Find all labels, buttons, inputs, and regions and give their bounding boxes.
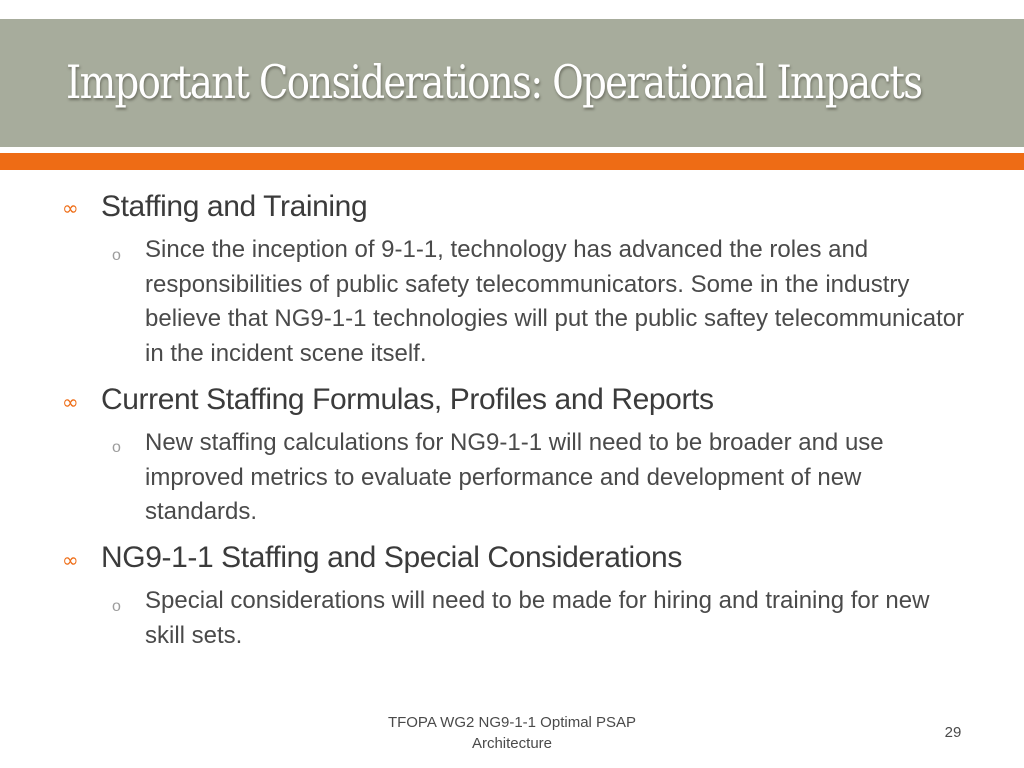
sub-bullet-text: Special considerations will need to be made for hiring and training for new skill sets. xyxy=(145,587,930,649)
infinity-bullet-icon: ∞ xyxy=(62,390,79,414)
slide-footer: TFOPA WG2 NG9-1-1 Optimal PSAP Architecture xyxy=(387,714,637,752)
section-heading: Staffing and Training xyxy=(101,190,368,223)
sub-bullet-text: Since the inception of 9-1-1, technology has advanced the roles and responsibilities of public safety telecommunicators. Some in the industry believe that NG9-1-1 technologies will put the public saftey telecommunicator in the incident scene itself. xyxy=(145,236,965,367)
accent-divider xyxy=(0,153,1024,170)
infinity-bullet-icon: ∞ xyxy=(62,548,79,572)
sub-bullet-marker: o xyxy=(112,439,121,456)
sub-bullet-text: New staffing calculations for NG9-1-1 will need to be broader and use improved metrics to evaluate performance and development of new standards. xyxy=(145,429,884,525)
section-heading: Current Staffing Formulas, Profiles and Reports xyxy=(101,383,714,416)
infinity-bullet-icon: ∞ xyxy=(62,196,79,220)
section-heading: NG9-1-1 Staffing and Special Considerations xyxy=(101,541,682,574)
sub-bullet-marker: o xyxy=(112,598,121,615)
sub-bullet-marker: o xyxy=(112,247,121,264)
page-number: 29 xyxy=(944,724,962,741)
slide-title: Important Considerations: Operational Impacts xyxy=(66,55,922,109)
